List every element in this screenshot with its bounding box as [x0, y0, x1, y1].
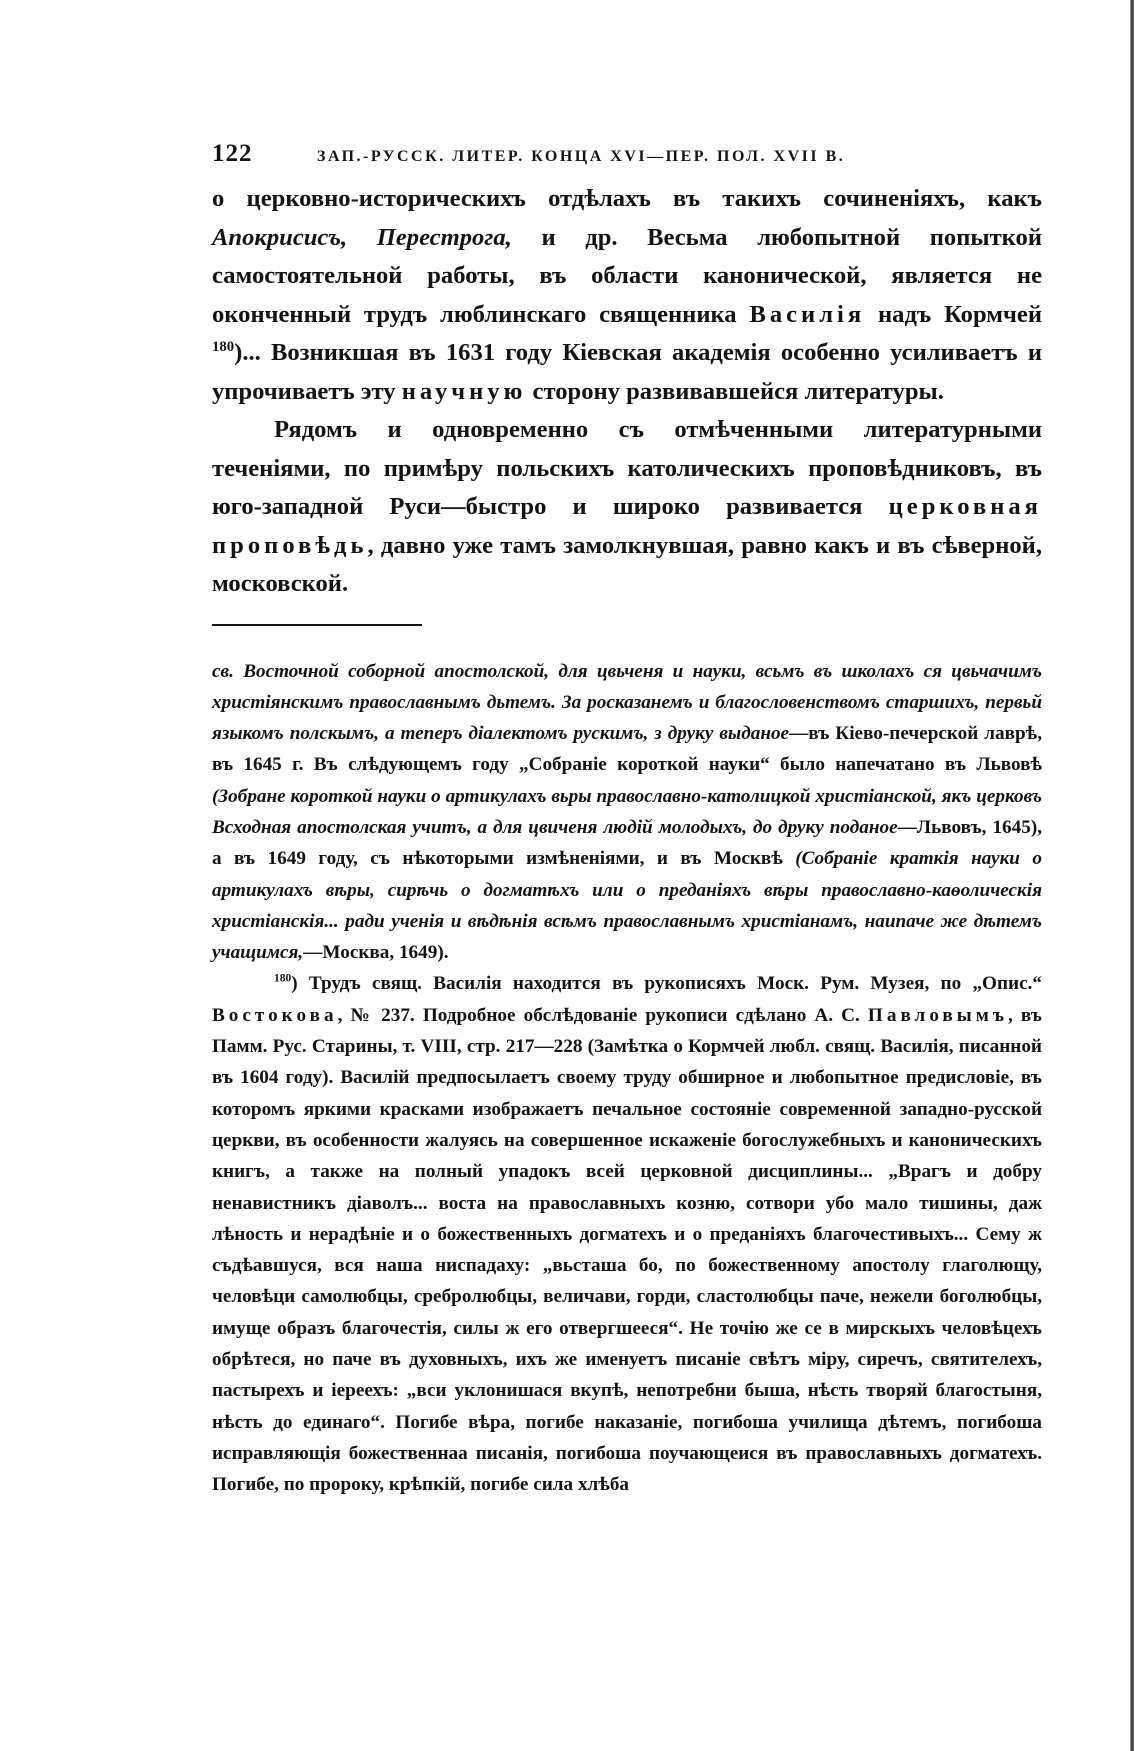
main-paragraph-1	[212, 180, 1042, 411]
main-text	[212, 180, 1042, 604]
text-run: ) Трудъ свящ. Василія находится въ рукописяхъ Моск. Рум. Музея, по „Опис.“	[291, 973, 1042, 995]
text-run: , № 237. Подробное обслѣдованіе рукописи сдѣлано А. С.	[337, 1004, 868, 1026]
italic-run: Апокрисисъ, Перестрога,	[212, 223, 512, 251]
text-run: и др. Весьма любопытной попыткой самостоятельной работы, въ области канонической, является не оконченный трудъ люблинскаго священника	[212, 223, 1042, 328]
footnote-rule	[212, 624, 422, 626]
text-run: , давно уже тамъ замолкнувшая, равно какъ и въ сѣверной, московской.	[212, 531, 1042, 597]
text-run: о церковно-историческихъ отдѣлахъ въ такихъ сочиненіяхъ, какъ	[212, 185, 1042, 212]
footnotes	[212, 656, 1042, 1501]
page-edge-line	[1130, 0, 1134, 1751]
main-paragraph-2	[212, 411, 1042, 604]
page-number: 122	[212, 140, 253, 167]
spaced-word: научную	[401, 377, 527, 405]
footnote-180	[212, 968, 1042, 1500]
footnote-ref: 180	[212, 338, 235, 355]
text-run: Рядомъ и одновременно съ отмѣченными литературными теченіями, по примѣру польскихъ католическихъ проповѣдниковъ, въ юго-западной Руси—быстро и широко развивается	[212, 416, 1042, 520]
spaced-name: Востокова	[212, 1004, 338, 1026]
footnote-number: 180	[274, 973, 292, 986]
text-run: —въ Кіево-печерской лаврѣ, въ 1645 г. Въ слѣдующемъ году „Собраніе короткой науки“ было напечатано въ Львовѣ	[212, 723, 1042, 776]
text-run: —Москва, 1649).	[303, 942, 449, 964]
italic-run: (Собраніе краткія науки о артикулахъ вѣры, сирѣчь о догматѣхъ или о преданіяхъ вѣры православно-каѳолическія христіанскія... ради ученія и вѣдѣнія всѣмъ православнымъ христіанамъ, наипаче же дѣтемъ учащимся,	[212, 848, 1043, 964]
text-run: надъ Кормчей	[865, 300, 1042, 328]
spaced-name: Павловымъ	[867, 1004, 1009, 1026]
running-head	[212, 140, 1042, 180]
text-run: )... Возникшая въ 1631 году Кіевская академія особенно усиливаетъ и упрочиваетъ эту	[212, 339, 1042, 405]
text-run: , въ Памм. Рус. Старины, т. VIII, стр. 217—228 (Замѣтка о Кормчей любл. свящ. Василія, писанной въ 1604 году). Василій предпосылаетъ своему труду обширное и любопытное предисловіе, въ которомъ яркими красками изображаетъ печальное состояніе современной западно-русской церкви, въ особенности жалуясь на совершенное искаженіе богослужебныхъ и каноническихъ книгъ, а также на полный упадокъ всей церковной дисциплины... „Врагъ и добру ненавистникъ діаволъ... воста на православныхъ козню, сотвори убо мало тишины, даж лѣность и нерадѣніе и о божественныхъ догматехъ и о преданіяхъ благочестивыхъ... Сему ж съдѣавшуся, вся наша ниспадаху: „вьсташа бо, по божественному апостолу глаголющу, человѣци самолюбцы, сребролюбцы, величави, горди, сластолюбцы паче, нежели боголюбцы, имуще образъ благочестія, силы ж его отвергшееся“. Не точію же се в мирскыхъ человѣцехъ обрѣтеся, но паче въ духовныхъ, ихъ же именуетъ писаніе свѣтъ міру, сиречъ, святителехъ, пастырехъ и іереехъ: „вси уклонишася вкупѣ, непотребни быша, нѣсть творяй благостыня, нѣсть до единаго“. Погибе вѣра, погибе наказаніе, погибоша училища дѣтемъ, погибоша исправляющія божественнаа писанія, погибоша поучающеися въ православныхъ догматехъ. Погибе, по пророку, крѣпкій, погибе сила хлѣба	[212, 1004, 1042, 1496]
text-run: —Львовъ, 1645), а въ 1649 году, съ нѣкоторыми измѣненіями, и въ Москвѣ	[212, 816, 1043, 870]
spaced-name: Василія	[749, 300, 866, 328]
book-page	[212, 140, 1042, 1501]
running-title: ЗАП.-РУССК. ЛИТЕР. КОНЦА XVI—ПЕР. ПОЛ. XVII В.	[317, 148, 846, 165]
text-run: сторону развивавшейся литературы.	[526, 377, 944, 405]
spaced-phrase: церковная проповѣдь	[212, 493, 1042, 559]
italic-run: (Зобране короткой науки о артикулахъ вьры православно-католицкой христіанской, якъ церковъ Всходная апостолская учитъ, а для цвиченя людій молодыхъ, до друку поданое	[212, 785, 1042, 838]
footnote-continued	[212, 656, 1042, 969]
italic-run: св. Восточной соборной апостолской, для цвьченя и науки, всьмъ въ школахъ ся цвьчачимъ христіянскимъ православнымъ дьтемъ. За росказанемъ и благословенствомъ старшихъ, первьй языкомъ полскымъ, а теперъ діалектомъ рускимъ, з друку выданое	[212, 660, 1042, 745]
